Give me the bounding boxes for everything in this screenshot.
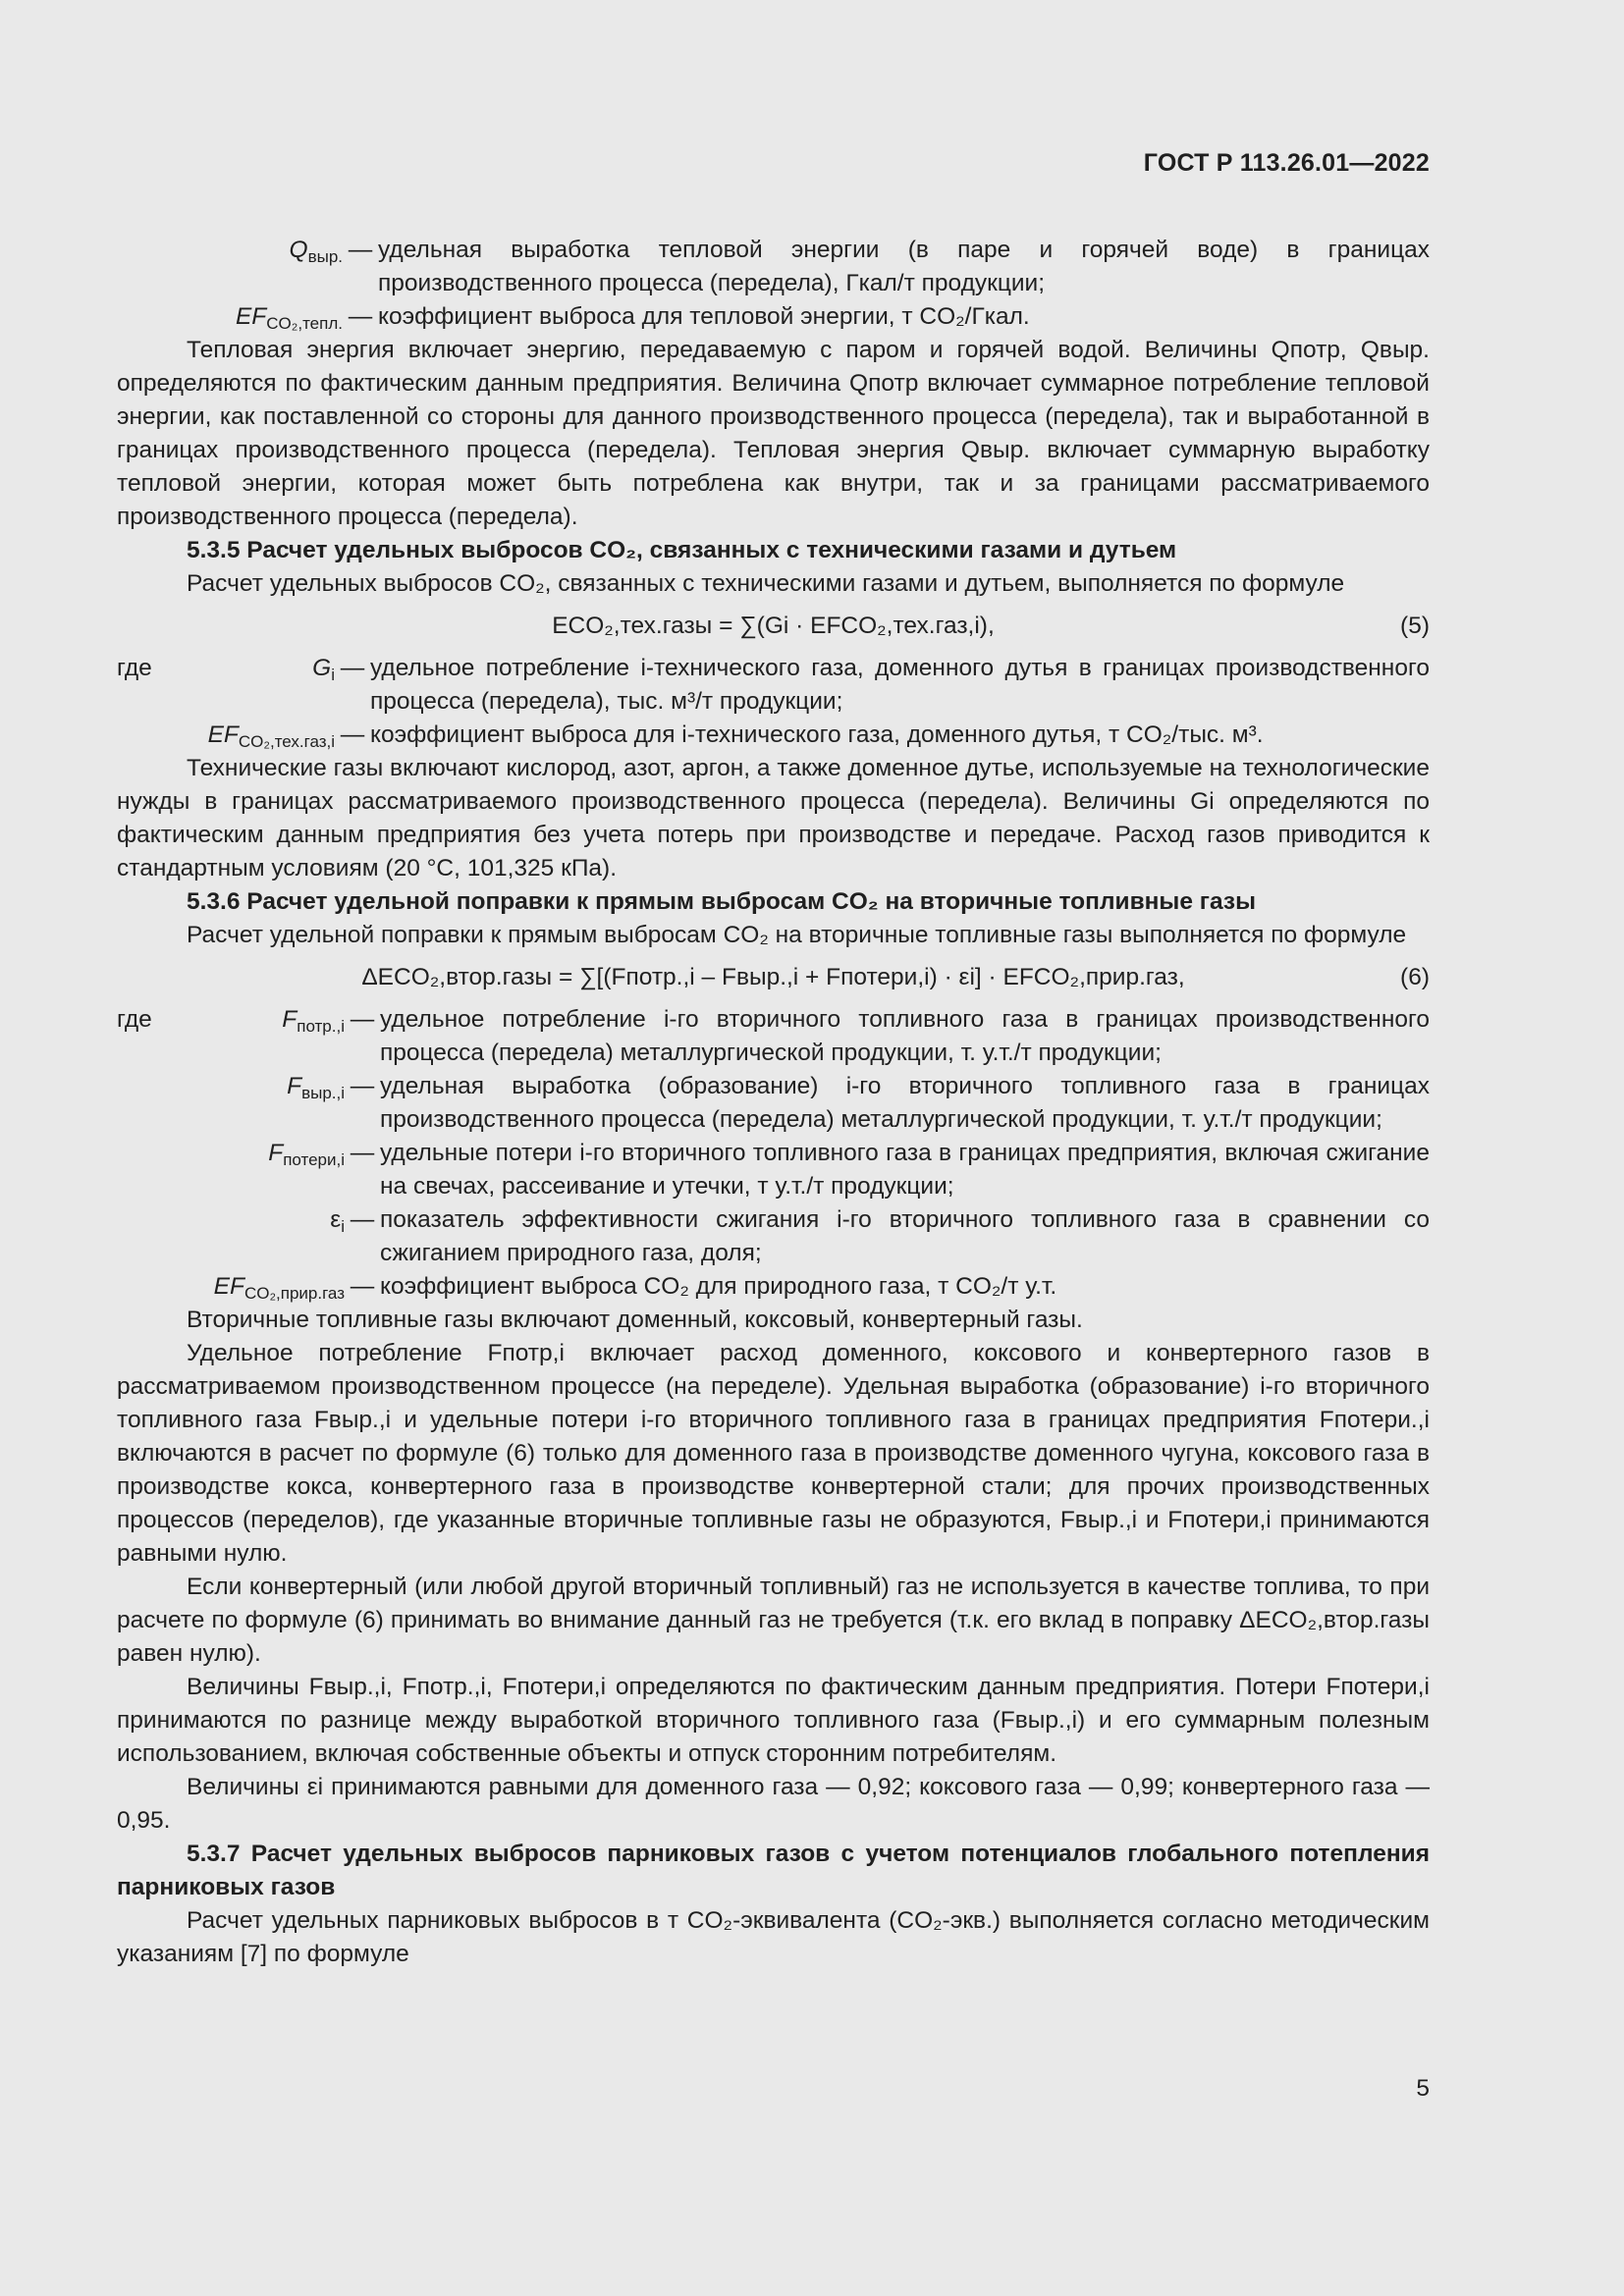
definition-ef-natural-gas: $EF_{CO_2,прир.газ}$ — коэффициент выброса CO₂ для природного газа, т CO₂/т у.т. (117, 1270, 1430, 1304)
symbol-subscript: CO₂,тех.газ,i (238, 732, 335, 751)
symbol: Q (289, 237, 308, 263)
definition-text: удельная выработка тепловой энергии (в паре и горячей воде) в границах производственного процесса (передела), Гкал/т продукции; (378, 237, 1430, 296)
paragraph-5-3-5-intro: Расчет удельных выбросов CO₂, связанных с техническими газами и дутьем, выполняется по формуле (187, 570, 1345, 597)
symbol-subscript: выр. (307, 247, 343, 266)
page-number: 5 (1416, 2075, 1430, 2102)
section-heading-5-3-7: 5.3.7 Расчет удельных выбросов парниковых газов с учетом потенциалов глобального потепления парниковых газов (117, 1841, 1430, 1900)
symbol: EF (235, 303, 267, 330)
definition-text: коэффициент выброса для тепловой энергии, т CO₂/Гкал. (378, 303, 1030, 330)
symbol: F (287, 1073, 302, 1099)
symbol-subscript: i (341, 1217, 345, 1236)
paragraph-secondary-1: Вторичные топливные газы включают доменный, коксовый, конвертерный газы. (187, 1307, 1083, 1333)
definition-f-potr: $F_{потр.,i}$ — удельное потребление i-го вторичного топливного газа в границах производственного процесса (передела) металлургической продукции, т. у.т./т продукции; (117, 1003, 1430, 1070)
definition-text: показатель эффективности сжигания i-го вторичного топливного газа в сравнении со сжиганием природного газа, доля; (380, 1206, 1430, 1266)
symbol-subscript: i (331, 666, 335, 684)
definitions-heat (117, 234, 1430, 334)
paragraph-secondary-4: Величины Fвыр.,i, Fпотр.,i, Fпотери,i определяются по фактическим данным предприятия. Потери Fпотери,i принимаются по разнице между выработкой вторичного топливного газа (Fвыр.,i) и его суммарным полезным использованием, включая собственные объекты и отпуск сторонним потребителям. (117, 1674, 1430, 1767)
paragraph-tech-gases: Технические газы включают кислород, азот, аргон, а также доменное дутье, используемые на технологические нужды в границах рассматриваемого производственного процесса (передела). Величины Gi определяются по фактическим данным предприятия без учета потерь при производстве и передаче. Расход газов приводится к стандартным условиям (20 °С, 101,325 кПа). (117, 755, 1430, 881)
definition-ef-tech-gas: $EF_{CO_2,тех.газ,i}$ — коэффициент выброса для i-технического газа, доменного дутья, т CO₂/тыс. м³. (117, 719, 1430, 752)
symbol: G (312, 655, 332, 681)
definition-g-i: $G_i$ — удельное потребление i-технического газа, доменного дутья в границах производственного процесса (передела), тыс. м³/т продукции; (117, 652, 1430, 719)
definition-q-vyr: $Q_{выр.}$ — удельная выработка тепловой энергии (в паре и горячей воде) в границах производственного процесса (передела), Гкал/т продукции; (117, 234, 1430, 300)
symbol-subscript: потр.,i (297, 1017, 345, 1036)
formula-5-expression: ECO₂,тех.газы = ∑(Gi · EFCO₂,тех.газ,i), (552, 613, 995, 639)
symbol-subscript: потери,i (283, 1150, 345, 1169)
symbol-subscript: CO₂,прир.газ (244, 1284, 345, 1303)
definition-text: удельная выработка (образование) i-го вторичного топливного газа в границах производственного процесса (передела) металлургической продукции, т. у.т./т продукции; (380, 1073, 1430, 1133)
definition-text: коэффициент выброса CO₂ для природного газа, т CO₂/т у.т. (380, 1273, 1057, 1300)
definition-ef-tepl: $EF_{CO_2,тепл.}$ — коэффициент выброса для тепловой энергии, т CO₂/Гкал. (117, 300, 1430, 334)
symbol: ε (330, 1206, 342, 1233)
definition-text: коэффициент выброса для i-технического газа, доменного дутья, т CO₂/тыс. м³. (370, 721, 1264, 748)
formula-6-expression: ΔECO₂,втор.газы = ∑[(Fпотр.,i – Fвыр.,i + Fпотери,i) · εi] · EFCO₂,прир.газ, (361, 964, 1185, 990)
symbol-subscript: CO₂,тепл. (266, 314, 343, 333)
section-heading-5-3-6: 5.3.6 Расчет удельной поправки к прямым выбросам CO₂ на вторичные топливные газы (187, 888, 1257, 915)
formula-5-number: (5) (1400, 613, 1430, 639)
paragraph-secondary-5: Величины εi принимаются равными для доменного газа — 0,92; коксового газа — 0,99; конвертерного газа — 0,95. (117, 1774, 1430, 1834)
paragraph-secondary-2: Удельное потребление Fпотр,i включает расход доменного, коксового и конвертерного газов в рассматриваемом производственном процессе (на переделе). Удельная выработка (образование) i-го вторичного топливного газа Fвыр.,i и удельные потери i-го вторичного топливного газа в границах предприятия Fпотери.,i включаются в расчет по формуле (6) только для доменного газа в производстве доменного чугуна, коксового газа в производстве кокса, конвертерного газа в производстве конвертерной стали; для прочих производственных процессов (переделов), где указанные вторичные топливные газы не образуются, Fвыр.,i и Fпотери,i принимаются равными нулю. (117, 1340, 1430, 1567)
symbol: EF (207, 721, 239, 748)
paragraph-5-3-7-intro: Расчет удельных парниковых выбросов в т CO₂-эквивалента (CO₂-экв.) выполняется согласно методическим указаниям [7] по формуле (117, 1907, 1430, 1967)
symbol: EF (213, 1273, 244, 1300)
where-label: где (117, 1006, 152, 1033)
symbol-subscript: выр.,i (301, 1084, 345, 1102)
symbol: F (268, 1140, 284, 1166)
paragraph-secondary-3: Если конвертерный (или любой другой вторичный топливный) газ не используется в качестве топлива, то при расчете по формуле (6) принимать во внимание данный газ не требуется (т.к. его вклад в поправку ΔECO₂,втор.газы равен нулю). (117, 1574, 1430, 1667)
definitions-secondary-gas (117, 1003, 1430, 1304)
definition-text: удельные потери i-го вторичного топливного газа в границах предприятия, включая сжигание на свечах, рассеивание и утечки, т у.т./т продукции; (380, 1140, 1430, 1200)
definition-text: удельное потребление i-го вторичного топливного газа в границах производственного процесса (передела) металлургической продукции, т. у.т./т продукции; (380, 1006, 1430, 1066)
formula-6-number: (6) (1400, 964, 1430, 990)
formula-6 (117, 956, 1430, 999)
definition-f-vyr: $F_{выр.,i}$ — удельная выработка (образование) i-го вторичного топливного газа в границах производственного процесса (передела) металлургической продукции, т. у.т./т продукции; (117, 1070, 1430, 1137)
paragraph-5-3-6-intro: Расчет удельной поправки к прямым выбросам CO₂ на вторичные топливные газы выполняется по формуле (187, 922, 1407, 948)
definitions-tech-gas (117, 652, 1430, 752)
symbol: F (282, 1006, 298, 1033)
where-label: где (117, 655, 152, 681)
definition-text: удельное потребление i-технического газа, доменного дутья в границах производственного процесса (передела), тыс. м³/т продукции; (370, 655, 1430, 715)
formula-5 (117, 605, 1430, 648)
definition-f-poteri: $F_{потери,i}$ — удельные потери i-го вторичного топливного газа в границах предприятия, включая сжигание на свечах, рассеивание и утечки, т у.т./т продукции; (117, 1137, 1430, 1203)
paragraph-heat-energy: Тепловая энергия включает энергию, передаваемую с паром и горячей водой. Величины Qпотр, Qвыр. определяются по фактическим данным предприятия. Величина Qпотр включает суммарное потребление тепловой энергии, как поставленной со стороны для данного производственного процесса (передела), так и выработанной в границах производственного процесса (передела). Тепловая энергия Qвыр. включает суммарную выработку тепловой энергии, которая может быть потреблена как внутри, так и за границами рассматриваемого производственного процесса (передела). (117, 337, 1430, 530)
section-heading-5-3-5: 5.3.5 Расчет удельных выбросов CO₂, связанных с техническими газами и дутьем (187, 537, 1177, 563)
definition-epsilon: $\varepsilon_i$ — показатель эффективности сжигания i-го вторичного топливного газа в сравнении со сжиганием природного газа, доля; (117, 1203, 1430, 1270)
document-header: ГОСТ Р 113.26.01—2022 (1143, 149, 1430, 177)
page-body (117, 234, 1430, 1971)
